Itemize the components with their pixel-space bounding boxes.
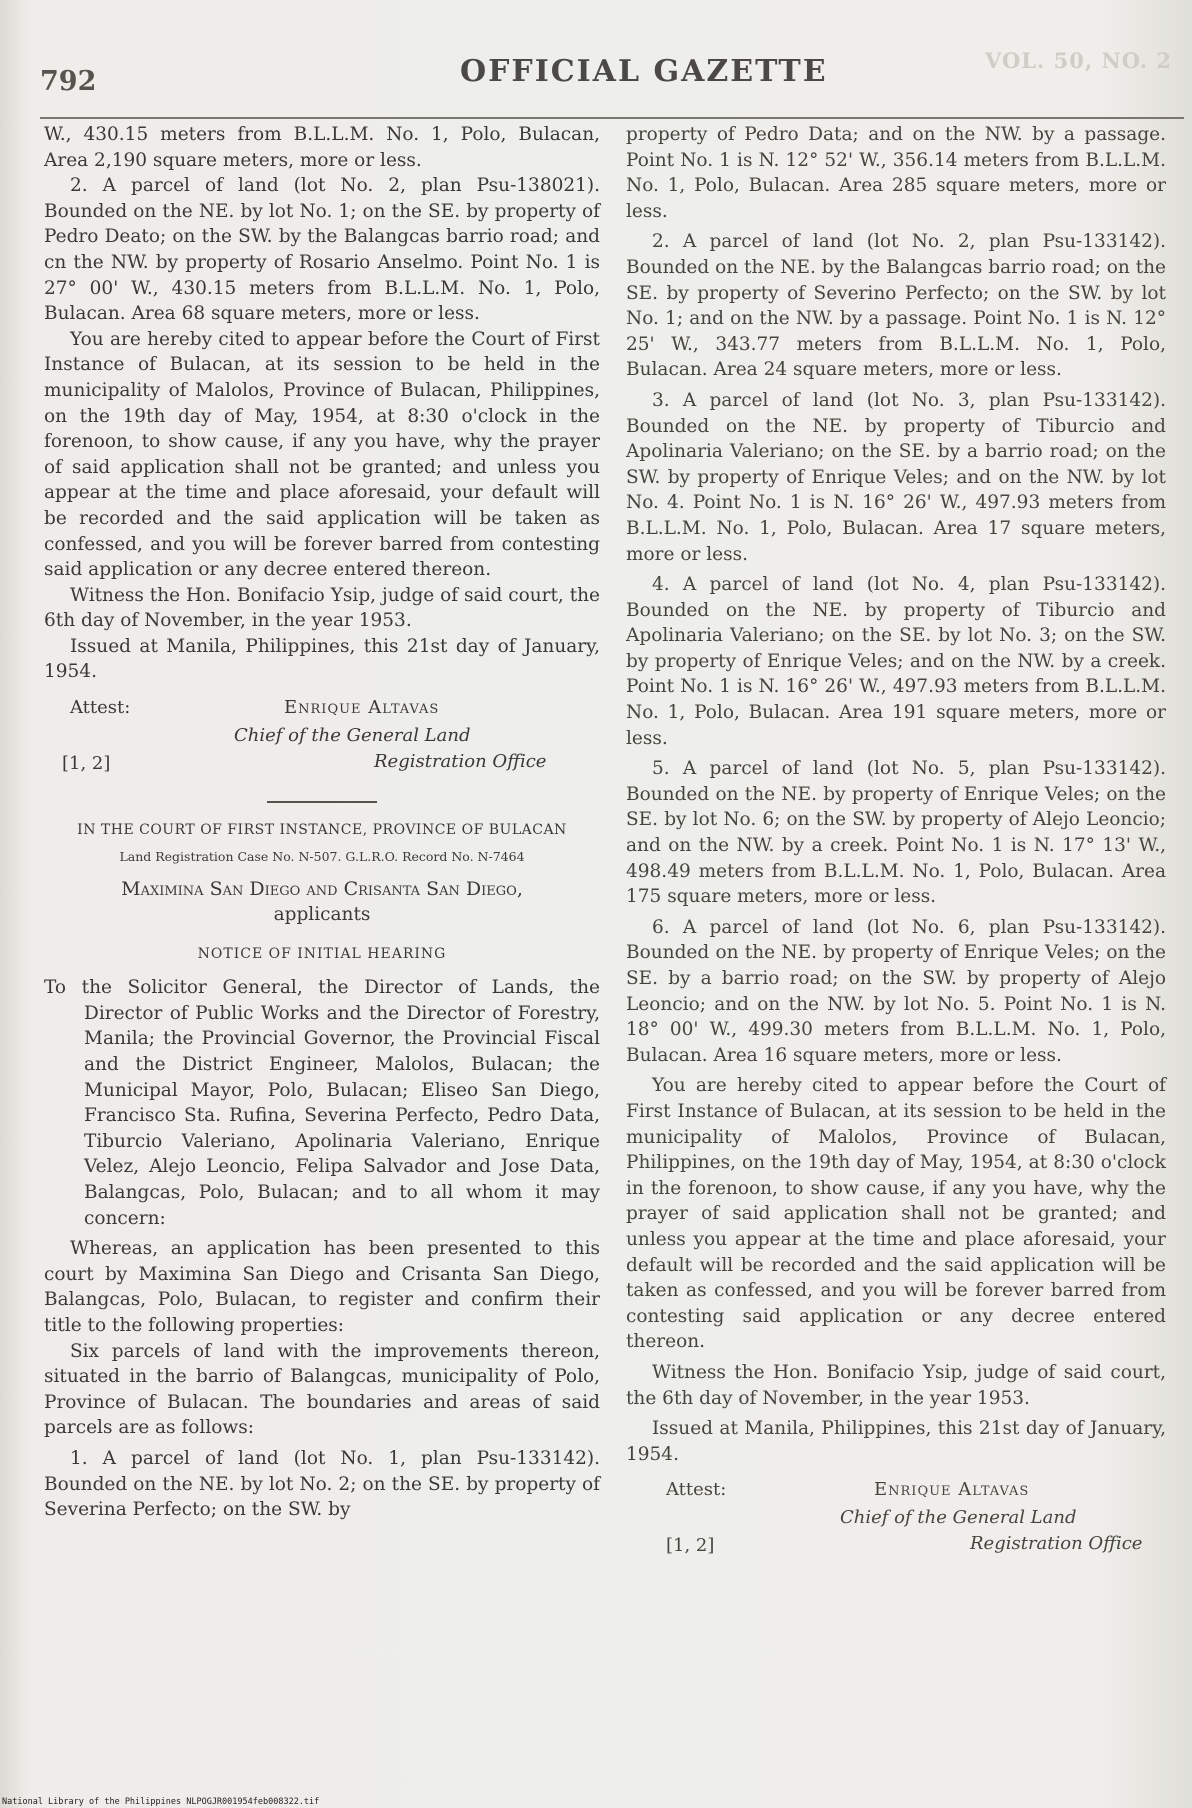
- paragraph: You are hereby cited to appear before the Court of First Instance of Bulacan, at its session to be held in the municipality of Malolos, Province of Bulacan, Philippines, on the 19th day of May, 1954, at 8:30 o'clock in the forenoon, to show cause, if any you have, why the prayer of said application shall not be granted; and unless you appear at the time and place aforesaid, your default will be recorded and the said application will be taken as confessed, and you will be forever barred from contesting said application or any decree entered thereon.: [626, 1075, 1166, 1353]
- publication-title: OFFICIAL GAZETTE: [460, 54, 828, 89]
- page-number: 792: [40, 66, 97, 97]
- paragraph: Six parcels of land with the improvements thereon, situated in the barrio of Balangcas, municipality of Polo, Province of Bulacan. The boundaries and areas of said parcels are as follows:: [44, 1340, 600, 1439]
- signatory-name: Enrique Altavas: [874, 1479, 1030, 1501]
- paragraph: 2. A parcel of land (lot No. 2, plan Psu-138021). Bounded on the NE. by lot No. 1; on the SE. by property of Pedro Deato; on the SW. by the Balangcas barrio road; and cn the NW. by property of Rosario Anselmo. Point No. 1 is 27° 00' W., 430.15 meters from B.L.L.M. No. 1, Polo, Bulacan. Area 68 square meters, more or less.: [44, 175, 600, 325]
- paragraph: You are hereby cited to appear before the Court of First Instance of Bulacan, at its session to be held in the municipality of Malolos, Province of Bulacan, Philippines, on the 19th day of May, 1954, at 8:30 o'clock in the forenoon, to show cause, if any you have, why the prayer of said application shall not be granted; and unless you appear at the time and place aforesaid, your default will be recorded and the said application will be taken as confessed, and you will be forever barred from contesting said application or any decree entered thereon.: [44, 328, 600, 581]
- court-heading: IN THE COURT OF FIRST INSTANCE, PROVINCE OF BULACAN: [77, 822, 567, 839]
- signatory-name: Enrique Altavas: [284, 697, 440, 719]
- paragraph: 6. A parcel of land (lot No. 6, plan Psu-133142). Bounded on the NE. by property of Enrique Veles; on the SE. by a barrio road; on the SW. by property of Alejo Leoncio; and on the NW. by lot No. 5. Point No. 1 is N. 18° 00' W., 499.30 meters from B.L.L.M. No. 1, Polo, Bulacan. Area 16 square meters, more or less.: [626, 916, 1166, 1066]
- paragraph: Issued at Manila, Philippines, this 21st day of January, 1954.: [626, 1418, 1166, 1465]
- addressees: To the Solicitor General, the Director of Lands, the Director of Public Works and the Director of Forestry, Manila; the Provincial Governor, the Provincial Fiscal and the District Engineer, Malolos, Bulacan; the Municipal Mayor, Polo, Bulacan; Eliseo San Diego, Francisco Sta. Rufina, Severina Perfecto, Pedro Data, Tiburcio Valeriano, Apolinaria Valeriano, Enrique Velez, Alejo Leoncio, Felipa Salvador and Jose Data, Balangcas, Polo, Bulacan; and to all whom it may concern:: [44, 977, 600, 1229]
- attest-label: Attest:: [70, 697, 131, 719]
- right-column: [626, 122, 1166, 1561]
- paragraph: Whereas, an application has been presented to this court by Maximina San Diego and Crisanta San Diego, Balangcas, Polo, Bulacan, to register and confirm their title to the following properties:: [44, 1238, 600, 1336]
- paragraph: Issued at Manila, Philippines, this 21st day of January, 1954.: [44, 635, 600, 683]
- paragraph: W., 430.15 meters from B.L.L.M. No. 1, Polo, Bulacan, Area 2,190 square meters, more or less.: [44, 124, 600, 171]
- signatory-office: Registration Office: [970, 1533, 1143, 1555]
- issue-reference: [1, 2]: [62, 753, 111, 775]
- applicant-names: Maximina San Diego and Crisanta San Diego,: [121, 878, 523, 901]
- signature-block: [44, 695, 600, 779]
- paragraph: Witness the Hon. Bonifacio Ysip, judge of said court, the 6th day of November, in the year 1953.: [626, 1361, 1166, 1409]
- paragraph: 3. A parcel of land (lot No. 3, plan Psu-133142). Bounded on the NE. by property of Tiburcio and Apolinaria Valeriano; on the SE. by a barrio road; on the SW. by property of Enrique Veles; and on the NW. by lot No. 4. Point No. 1 is N. 16° 26' W., 497.93 meters from B.L.L.M. No. 1, Polo, Bulacan. Area 17 square meters, more or less.: [626, 389, 1166, 565]
- signatory-office: Chief of the General Land: [234, 725, 471, 747]
- paragraph: Witness the Hon. Bonifacio Ysip, judge of said court, the 6th day of November, in the year 1953.: [44, 584, 600, 632]
- page-header: [40, 48, 1172, 98]
- issue-reference: [1, 2]: [666, 1535, 715, 1557]
- applicant-role: applicants: [273, 904, 371, 926]
- section-divider: [267, 801, 377, 803]
- left-column: [44, 122, 600, 1523]
- paragraph: 5. A parcel of land (lot No. 5, plan Psu-133142). Bounded on the NE. by property of Enrique Veles; on the SE. by lot No. 6; on the SW. by property of Alejo Leoncio; and on the NW. by a creek. Point No. 1 is N. 17° 13' W., 498.49 meters from B.L.L.M. No. 1, Polo, Bulacan. Area 175 square meters, more or less.: [626, 758, 1166, 908]
- attest-label: Attest:: [666, 1479, 727, 1501]
- scan-footer: National Library of the Philippines NLPOGJR001954feb008322.tif: [2, 1797, 320, 1807]
- signatory-office: Registration Office: [374, 751, 547, 773]
- signatory-office: Chief of the General Land: [840, 1507, 1077, 1529]
- paragraph: 2. A parcel of land (lot No. 2, plan Psu-133142). Bounded on the NE. by the Balangcas barrio road; on the SE. by property of Severino Perfecto; on the SW. by lot No. 1; and on the NW. by a passage. Point No. 1 is N. 12° 25' W., 343.77 meters from B.L.L.M. No. 1, Polo, Bulacan. Area 24 square meters, more or less.: [626, 231, 1166, 381]
- case-number: Land Registration Case No. N-507. G.L.R.O. Record No. N-7464: [119, 849, 525, 865]
- signature-block: [626, 1477, 1166, 1561]
- volume-label: VOL. 50, NO. 2: [985, 48, 1172, 73]
- header-rule: [40, 117, 1184, 119]
- paragraph: 4. A parcel of land (lot No. 4, plan Psu-133142). Bounded on the NE. by property of Tiburcio and Apolinaria Valeriano; on the SE. by lot No. 3; on the SW. by property of Enrique Veles; and on the NW. by a creek. Point No. 1 is N. 16° 26' W., 497.93 meters from B.L.L.M. No. 1, Polo, Bulacan. Area 191 square meters, more or less.: [626, 574, 1166, 749]
- paragraph: 1. A parcel of land (lot No. 1, plan Psu-133142). Bounded on the NE. by lot No. 2; on the SE. by property of Severina Perfecto; on the SW. by: [44, 1447, 600, 1521]
- paragraph: property of Pedro Data; and on the NW. by a passage. Point No. 1 is N. 12° 52' W., 356.14 meters from B.L.L.M. No. 1, Polo, Bulacan. Area 285 square meters, more or less.: [626, 124, 1166, 222]
- notice-title: NOTICE OF INITIAL HEARING: [197, 945, 447, 962]
